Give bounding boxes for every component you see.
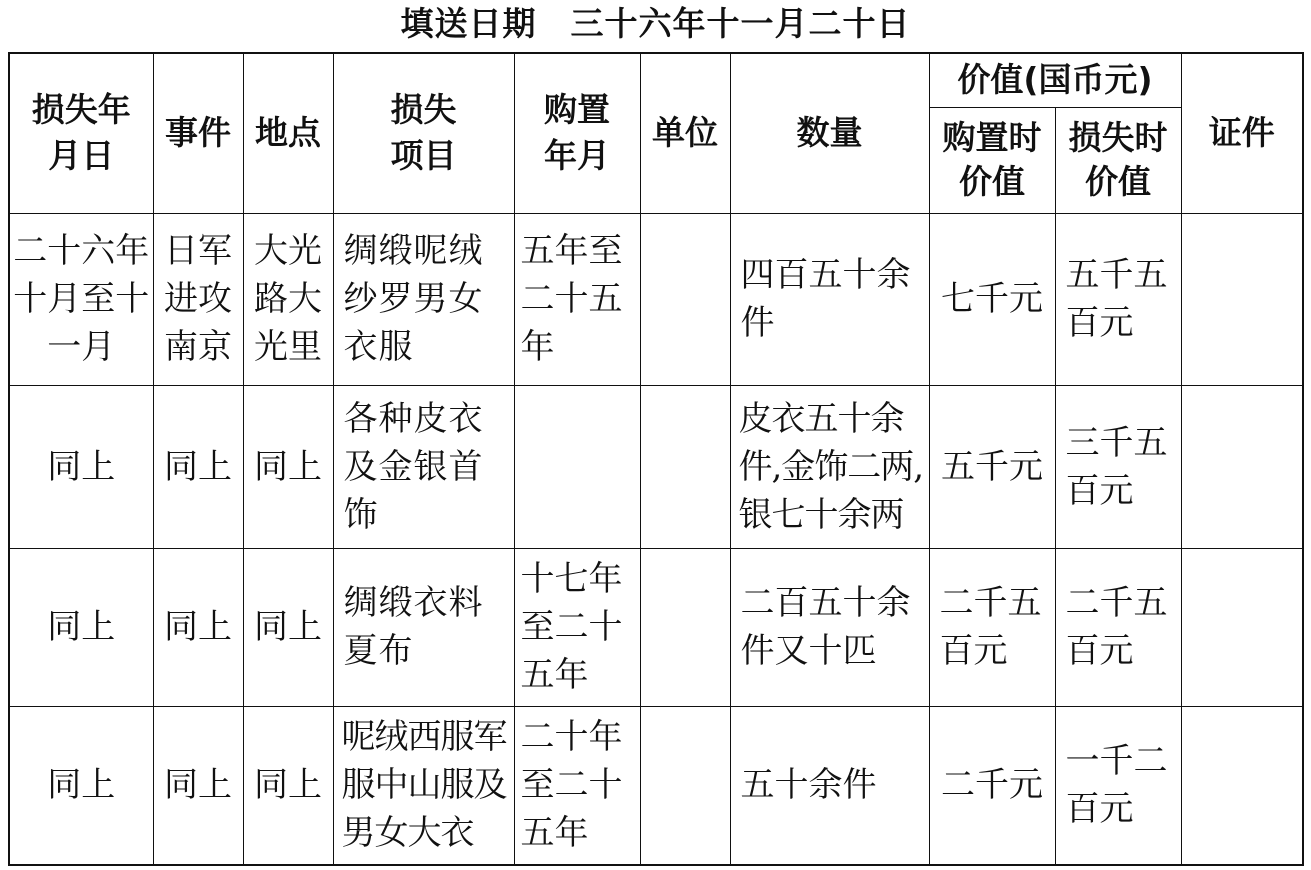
cell-place: 同上 <box>243 548 333 706</box>
cell-place: 大光 路大 光里 <box>243 213 333 386</box>
cell-quantity: 五十余件 <box>730 706 929 865</box>
header-evidence: 证件 <box>1181 53 1303 213</box>
cell-quantity: 四百五十余 件 <box>730 213 929 386</box>
cell-value-at-loss: 二千五 百元 <box>1055 548 1181 706</box>
cell-value-at-loss: 五千五 百元 <box>1055 213 1181 386</box>
cell-quantity: 二百五十余 件又十匹 <box>730 548 929 706</box>
table-row <box>9 213 1303 386</box>
fill-date-title: 填送日期 三十六年十一月二十日 <box>400 4 911 43</box>
header-value-at-loss: 损失时 价值 <box>1055 107 1181 213</box>
cell-place: 同上 <box>243 706 333 865</box>
header-quantity: 数量 <box>730 53 929 213</box>
cell-value-at-purchase: 七千元 <box>929 213 1055 386</box>
cell-evidence <box>1181 706 1303 865</box>
cell-event: 同上 <box>153 386 243 548</box>
cell-event: 同上 <box>153 548 243 706</box>
cell-value-at-purchase: 五千元 <box>929 386 1055 548</box>
cell-quantity: 皮衣五十余 件,金饰二两, 银七十余两 <box>730 386 929 548</box>
cell-loss-item: 各种皮衣 及金银首 饰 <box>333 386 514 548</box>
cell-loss-date: 同上 <box>9 386 153 548</box>
cell-event: 同上 <box>153 706 243 865</box>
table-row <box>9 706 1303 865</box>
header-place: 地点 <box>243 53 333 213</box>
cell-unit <box>640 706 730 865</box>
table-row <box>9 548 1303 706</box>
header-purchase-date: 购置 年月 <box>514 53 640 213</box>
header-event: 事件 <box>153 53 243 213</box>
cell-value-at-purchase: 二千元 <box>929 706 1055 865</box>
cell-loss-item: 绸缎衣料 夏布 <box>333 548 514 706</box>
cell-evidence <box>1181 548 1303 706</box>
header-loss-item: 损失 项目 <box>333 53 514 213</box>
cell-purchase-date <box>514 386 640 548</box>
cell-unit <box>640 548 730 706</box>
cell-value-at-loss: 三千五 百元 <box>1055 386 1181 548</box>
cell-purchase-date: 二十年 至二十 五年 <box>514 706 640 865</box>
header-loss-date: 损失年 月日 <box>9 53 153 213</box>
cell-loss-date: 同上 <box>9 706 153 865</box>
table-row <box>9 386 1303 548</box>
header-value-at-purchase: 购置时 价值 <box>929 107 1055 213</box>
cell-evidence <box>1181 213 1303 386</box>
cell-evidence <box>1181 386 1303 548</box>
cell-event: 日军 进攻 南京 <box>153 213 243 386</box>
cell-loss-item: 呢绒西服军 服中山服及 男女大衣 <box>333 706 514 865</box>
cell-value-at-purchase: 二千五 百元 <box>929 548 1055 706</box>
header-unit: 单位 <box>640 53 730 213</box>
cell-unit <box>640 213 730 386</box>
cell-purchase-date: 十七年 至二十 五年 <box>514 548 640 706</box>
cell-purchase-date: 五年至 二十五 年 <box>514 213 640 386</box>
cell-loss-item: 绸缎呢绒 纱罗男女 衣服 <box>333 213 514 386</box>
cell-unit <box>640 386 730 548</box>
header-value-group: 价值(国币元) <box>929 53 1181 107</box>
cell-value-at-loss: 一千二 百元 <box>1055 706 1181 865</box>
loss-report-table <box>8 52 1304 866</box>
cell-place: 同上 <box>243 386 333 548</box>
cell-loss-date: 二十六年 十月至十 一月 <box>9 213 153 386</box>
cell-loss-date: 同上 <box>9 548 153 706</box>
